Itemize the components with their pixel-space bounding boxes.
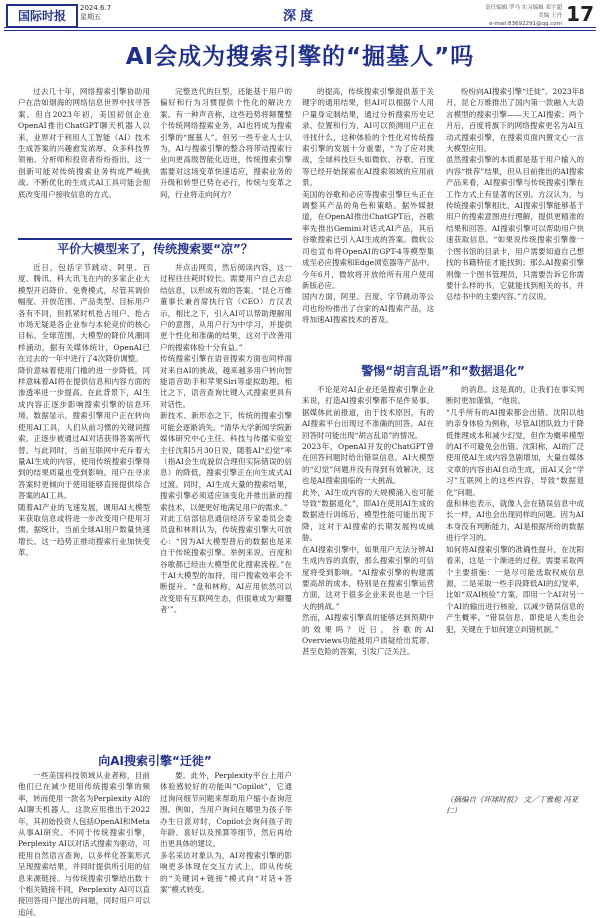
masthead — [0, 0, 600, 28]
section2-col1: 一些美国科技领域从业者称，目前他们已在减少使用传统搜索引擎的频率，转而使用一款名为Perplexity AI的AI聊天机器人，这款应用推出于2022年，其初始投资人包括OpenAI和Meta从事AI研究。不同于传统搜索引擎，Perplexity AI以对话式搜索为驱动，可使用自然语言查询，以多样化答案形式呈现搜索结果，并同时提供所引用的信息来源链接。与传统搜索引擎给出数十个相关链接不同，Perplexity AI可以直接回答用户提出的问题，同时用户可以追问。 — [18, 771, 150, 917]
subhead-1: 平价大模型来了，传统搜索要“凉”？ — [57, 242, 253, 256]
editors-line2: 美编 王丹 — [538, 13, 562, 19]
article-source: （摘编自《环球时报》 文／丁雅栀 冯亚仁） — [446, 795, 579, 815]
editor-email: e-mail:83692291@qq.com — [489, 21, 562, 27]
newspaper-logo: 国际时报 — [6, 4, 78, 28]
section2-col2: 要。此外，Perplexity平台上用户体验感较好的功能叫“Copilot”，它通过询问细节问题来帮助用户缩小查询范围。例如，当用户询问在哪里为孩子举办生日派对时，Copilot会询问孩子的年龄、喜好以及预算等细节，然后再给出更具体的建议。 多名采访对象认为，AI对搜索引擎的影响更多体现在交互方式上，即从传统的“关键词+链接”模式向“对话+答案”模式转变。 — [160, 771, 292, 895]
section3-col4: 的消息。这是真的，让我们在事实判断时更加谨慎，“他说。 “几乎所有的AI搜索都会出错。沈阳以他的亲身体验为例称，尽管AI团队致力于降低推理成本和减少幻觉，但作为概率模型的AI不可避免会出错。沈阳称，AI的广泛使用使AI生成内容急剧增加，大量自媒体文章的内容由AI自动生成，而AI又会“学习”互联网上的这些内容，导致“数据退化”问题。 盘和林也表示，就像人会在错误信息中成长一样，AI也会出现同样的问题。因为AI本身没有判断能力，AI是根据所给的数据进行学习的。 如何将AI搜索引擎的准确性提升，在沈阳看来，这是一个渐进的过程。需要采取两个主要措施：一是尽可能选取权威信息源，二是采取一些手段降低AI的幻觉率，比如“双AI核验”方案，即用一个AI对另一个AI的输出进行核验，以减少错误信息的产生概率。“错误信息，即使是人类也会犯，关键在于如何建立纠错机制。” — [446, 385, 584, 634]
editors-info — [485, 4, 562, 28]
article-title: AI会成为搜索引擎的“掘墓人”吗 — [125, 44, 475, 70]
subhead-3: 警惕“胡言乱语”和“数据退化” — [361, 364, 525, 378]
section-col3-top: 的提高，传统搜索引擎提供基于关键字的通用结果，但AI可以根据个人用户量身定制结果，通过分析搜索历史记录、位置和行为，AI可以预测用户正在寻找什么，这种体验的个性化对传统搜索引擎的发展十分重要，“为了应对挑战，全球科技巨头如微软、谷歌、百度等已经开始探索在AI搜索领域的应用前景。 美国的谷歌和必应等搜索引擎巨头正在调整其产品的角色和策略。据外媒报道，在OpenAI推出ChatGPT后，谷歌率先推出Gemini对话式AI产品，其后谷歌搜索已引入AI生成的答案。微软公司也宣布将OpenAI的GPT-4等模型集成至必应搜索和Edge浏览器等产品中。今年6月，微软将开放给所有用户使用新版必应。 国内方面，阿里、百度、字节跳动等公司也纷纷推出了自家的AI搜索产品，这将加速AI搜索技术的普及。 — [302, 87, 435, 325]
section-name: 深度 — [282, 9, 317, 24]
header-rule-thin — [4, 30, 596, 31]
article-col2-top: 完整迭代的巨型，还能基于用户的偏好和行为习惯提供个性化的解决方案。有一种声音称，这些趋势将颠覆整个传统网络搜索业务，AI也将成为搜索引擎的“掘墓人”。但另一些专业人士认为，AI与搜索引擎的整合将带动搜索行业向更高级智能化迈进，传统搜索引擎需要对这场变革快速适应，搜索业务的升级和转型已势在必行，传统与变革之间，行业将走向何方？ — [160, 87, 292, 199]
section1-col1: 近日，包括字节跳动、阿里、百度、腾讯、科大讯飞在内的多家企业大模型开启降价、免费模式，尽管其调价幅度、开放范围、产品类型、目标用户各有不同，但抓紧时机抢占用户、抢占市场无疑是各企业参与本轮竞价的核心目标。全球范围，大模型的降价风潮同样涌动，据有关媒体统计，OpenAI已在过去的一年中进行了4次降价调整。 降价意味着使用门槛的进一步降低，同样意味着AI将在提供信息和内容方面的渗透率进一步提高。在此背景下，AI生成内容正逐步影响搜索引擎的信息环境。数据显示，搜索引擎用户正在转向使用AI工具，人们从前习惯的关键词搜索，正逐步被通过AI对话获得答案所代替。与此同时，当前互联网中充斥着大量AI生成的内容，使用传统搜索引擎得到的结果质量也受到影响。用户在寻求答案时更倾向于使用能够直接提供综合答案的AI工具。 随着AI产业的飞速发展，调用AI大模型来获取信息或将进一步改变用户使用习惯。据统计，当前全球AI用户数量快速增长。这一趋势正推动搜索行业加快变革。 — [18, 263, 150, 558]
subhead-2: 向AI搜索引擎“迁徙” — [98, 754, 212, 768]
page-number: 17 — [566, 2, 594, 26]
article-intro: 过去几十年，网络搜索引擎协助用户在浩如烟海的网络信息世界中找寻答案。但自2023年初，美国初创企业OpenAI推出ChatGPT聊天机器人以来，业界对于利用人工智能（AI）技术生成答案的兴趣愈发浓厚。众多科技界领袖、分析师和投资者纷纷指出，这一创新可能对传统搜索业务构成严峻挑战。不断优化的生成式AI工具可能会彻底改变用户接收信息的方式。 — [18, 87, 150, 199]
section-col4-top: 纷纷向AI搜索引擎“迁徙”。2023年8月，昆仑万维推出了国内第一款融入大语言模型的搜索引擎——天工AI搜索；两个月后，百度将旗下的网络搜索更名为AI互动式搜索引擎，在搜索页面内置文心一言大模型应用。 虽然搜索引擎的本质都是基于用户输入的内容“推荐”结果，但从目前推出的AI搜索产品来看，AI搜索引擎与传统搜索引擎在工作方式上有显著的区别。方汉认为，与传统搜索引擎相比，AI搜索引擎能够基于用户的搜索意图进行理解，提供更精准的结果和回答。AI搜索引擎可以帮助用户快速获取信息。“如果说传统搜索引擎像一个图书馆的目录卡，用户需要知道自己想找的书籍特征才能找到；那么AI搜索引擎则像一个图书管理员，只需要告诉它你需要什么样的书，它就能找到相关的书，并总结书中的主要内容。”方汉说。 — [446, 87, 584, 302]
section3-col3: 不论是对AI企业还是搜索引擎企业来说，打造AI搜索引擎都不是件易事。据媒体此前报道，由于技术原因，有的AI搜索平台出现过不准确的回答。AI在回答时可能出现“胡言乱语”的情况。 2023年，OpenAI开发的ChatGPT曾在回答问题时给出错误信息。AI大模型的“幻觉”问题并没有得到有效解决，这也是AI搜索面临的一大挑战。 此外，AI生成内容的大规模涌入也可能导致“数据退化”，即AI在使用AI生成的数据进行训练后，模型性能可能出现下降，这对于AI搜索的长期发展构成威胁。 在AI搜索引擎中，如果用户无法分辨AI生成内容的真假，那么搜索引擎的可信度将受到影响。“AI搜索引擎的构建需要高昂的成本，特别是在搜索引擎运营方面，这对于很多企业来说也是一个巨大的挑战。” 然而，AI搜索引擎真的能够达到预期中的效果吗？近日，谷歌的AI Overviews功能被用户质疑给出荒谬、甚至危险的答案，引发广泛关注。 — [302, 385, 434, 657]
weekday-text: 星期五 — [80, 13, 101, 21]
editors-line1: 责任编辑 罗马 实习编辑 邓宇超 — [485, 5, 562, 11]
section1-col2: 并点击网页，然后阅读内容，这一过程往往耗时较长。需要用户自己去总结信息，以形成有效的答案。“昆仑万维董事长兼首席执行官（CEO）方汉表示，相比之下，引入AI可以帮助理解用户的意图，从用户行为中学习，并提供更个性化和准确的结果，这对于改善用户的搜索体验十分有益。” 传统搜索引擎在语音搜索方面也同样面对来自AI的挑战，越来越多用户转向智能语音助手和苹果Siri等虚拟助理。相比之下，语音查询比键入式搜索更具有对话性。 新技术、新形态之下，传统的搜索引擎可能会逐渐消失。“清华大学新闻学院新媒体研究中心主任、科技与传播实验室主任沈阳5月30日说，随着AI“幻觉”率（指AI会生成貌似合理但实际错误的信息）的降低，搜索引擎正在向生成式AI过渡。同时，AI生成大量的搜索结果，搜索引擎必须适应该变化并推出新的搜索技术，以便更好地满足用户的需求。” 对此工信部信息通信经济专家委员会委员盘和林则认为，传统搜索引擎大可放心：“因为AI大模型普后的数据也是来自于传统搜索引擎。举例来说，百度和谷歌都已经由大模型优化搜索流程。”在于AI大模型的加持，用户搜索效率会不断提升。“盘和林称，AI应用依然可以改变原有互联网生态，但很难成为‘颠覆者’”。 — [160, 263, 292, 615]
header-rule — [4, 27, 596, 28]
date-text: 2024.6.7 — [80, 4, 112, 12]
